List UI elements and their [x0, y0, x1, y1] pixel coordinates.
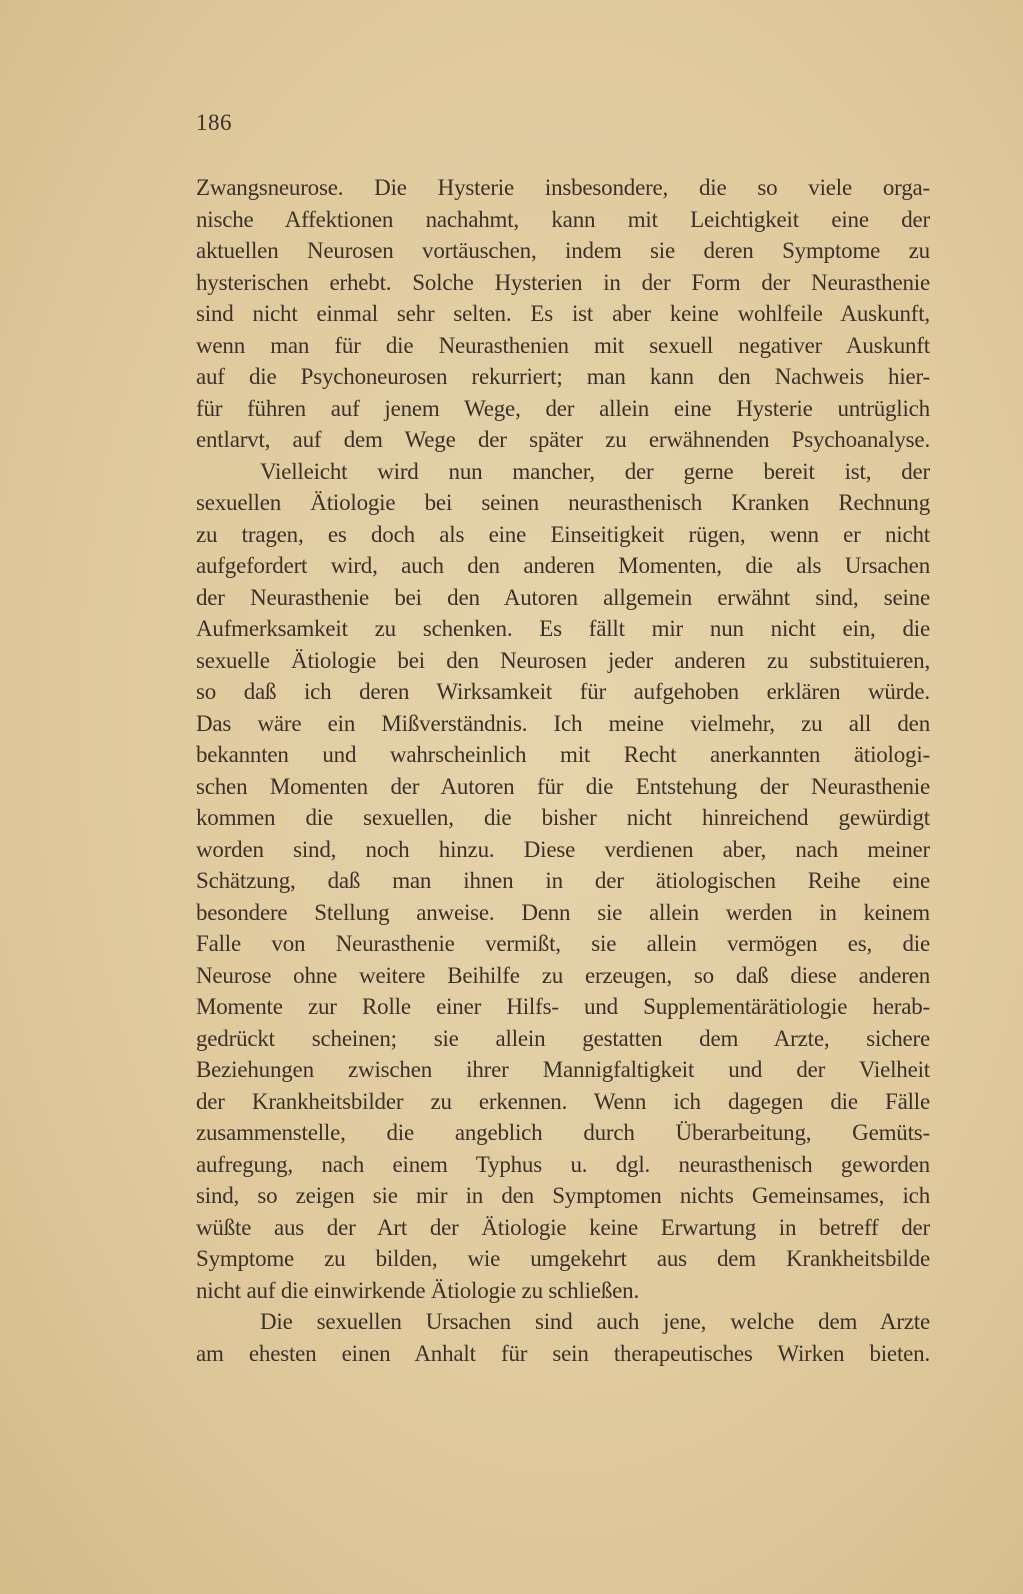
text-line: aufgefordert wird, auch den anderen Momenten, die als Ursachen — [196, 553, 930, 578]
text-line: der Krankheitsbilder zu erkennen. Wenn ich dagegen die Fälle — [196, 1088, 930, 1114]
paragraph-end-line: nicht auf die einwirkende Ätiologie zu schließen. — [196, 1277, 640, 1303]
text-line: aktuellen Neurosen vortäuschen, indem sie deren Symptome zu — [196, 238, 930, 263]
text-line: hysterischen erhebt. Solche Hysterien in der Form der Neurasthenie — [196, 269, 930, 295]
text-line: besondere Stellung anweise. Denn sie allein werden in keinem — [196, 899, 930, 925]
text-line: wenn man für die Neurasthenien mit sexuell negativer Auskunft — [196, 332, 930, 358]
text-line: Beziehungen zwischen ihrer Mannigfaltigkeit und der Vielheit — [196, 1057, 930, 1082]
text-line: Neurose ohne weitere Beihilfe zu erzeugen, so daß diese anderen — [196, 962, 930, 988]
text-line: auf die Psychoneurosen rekurriert; man kann den Nachweis hier- — [196, 364, 930, 389]
text-line: worden sind, noch hinzu. Diese verdienen aber, nach meiner — [196, 836, 930, 862]
text-line: kommen die sexuellen, die bisher nicht hinreichend gewürdigt — [196, 805, 930, 830]
text-line: Aufmerksamkeit zu schenken. Es fällt mir nun nicht ein, die — [196, 616, 930, 641]
text-line: Schätzung, daß man ihnen in der ätiologischen Reihe eine — [196, 868, 930, 893]
text-line: Falle von Neurasthenie vermißt, sie allein vermögen es, die — [196, 931, 930, 956]
text-line: sind nicht einmal sehr selten. Es ist aber keine wohlfeile Auskunft, — [196, 301, 930, 326]
text-line: bekannten und wahrscheinlich mit Recht anerkannten ätiologi- — [196, 742, 930, 767]
text-line: für führen auf jenem Wege, der allein eine Hysterie untrüglich — [196, 395, 930, 421]
text-line: wüßte aus der Art der Ätiologie keine Erwartung in betreff der — [196, 1214, 930, 1240]
paragraph-start-line: Vielleicht wird nun mancher, der gerne bereit ist, der — [260, 458, 930, 484]
text-line: sexuelle Ätiologie bei den Neurosen jeder anderen zu substituieren, — [196, 647, 930, 673]
text-line: Zwangsneurose. Die Hysterie insbesondere, die so viele orga- — [196, 175, 930, 200]
text-line: der Neurasthenie bei den Autoren allgemein erwähnt sind, seine — [196, 584, 930, 610]
text-line: zusammenstelle, die angeblich durch Überarbeitung, Gemüts- — [196, 1120, 930, 1145]
text-line: am ehesten einen Anhalt für sein therapeutisches Wirken bieten. — [196, 1340, 930, 1366]
text-line: gedrückt scheinen; sie allein gestatten dem Arzte, sichere — [196, 1025, 930, 1051]
text-line: sind, so zeigen sie mir in den Symptomen nichts Gemeinsames, ich — [196, 1183, 930, 1208]
text-line: Symptome zu bilden, wie umgekehrt aus dem Krankheitsbilde — [196, 1246, 930, 1271]
text-line: Momente zur Rolle einer Hilfs- und Supplementärätiologie herab- — [196, 994, 930, 1019]
text-line: schen Momenten der Autoren für die Entstehung der Neurasthenie — [196, 773, 930, 799]
text-line: entlarvt, auf dem Wege der später zu erwähnenden Psychoanalyse. — [196, 427, 930, 452]
text-line: Das wäre ein Mißverständnis. Ich meine vielmehr, zu all den — [196, 710, 930, 736]
paragraph-start-line: Die sexuellen Ursachen sind auch jene, welche dem Arzte — [260, 1309, 930, 1334]
page-number: 186 — [196, 110, 232, 135]
body-text — [196, 172, 930, 1369]
text-line: zu tragen, es doch als eine Einseitigkeit rügen, wenn er nicht — [196, 521, 930, 547]
text-line: nische Affektionen nachahmt, kann mit Leichtigkeit eine der — [196, 206, 930, 232]
text-line: sexuellen Ätiologie bei seinen neurasthenisch Kranken Rechnung — [196, 490, 930, 515]
text-line: so daß ich deren Wirksamkeit für aufgehoben erklären würde. — [196, 679, 930, 704]
text-line: aufregung, nach einem Typhus u. dgl. neurasthenisch geworden — [196, 1151, 930, 1177]
